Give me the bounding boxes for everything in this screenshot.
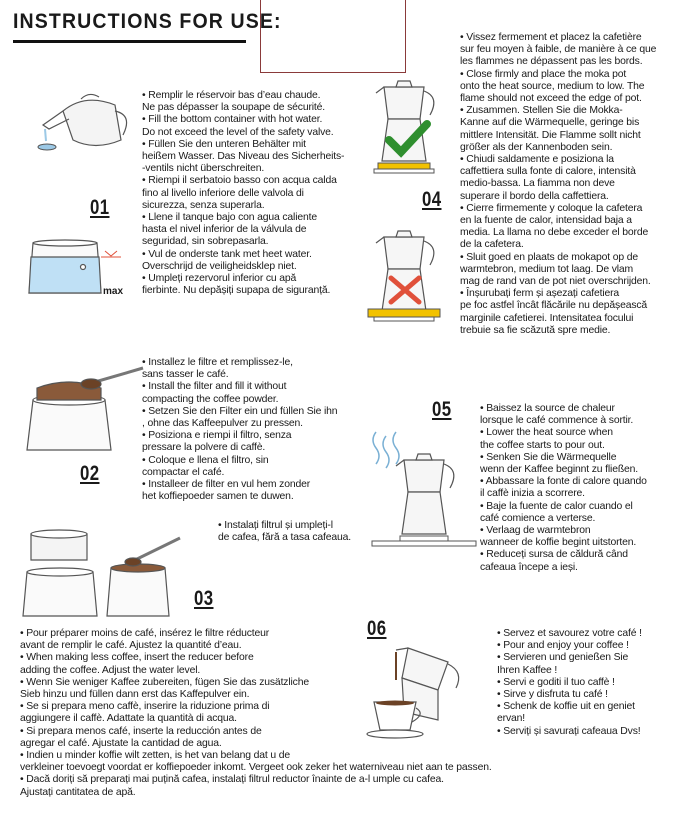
step-04-line: Kanne auf die Wärmequelle, geringe bis bbox=[460, 117, 640, 129]
step-03-line: • Se si prepara meno caffè, inserire la riduzione prima di bbox=[20, 701, 270, 713]
step-01-line: • Remplir le réservoir bas d’eau chaude. bbox=[142, 90, 321, 101]
step-01-text bbox=[142, 90, 344, 297]
step-03-line: verkleiner toevoegt voordat er koffiepoeder inkomt. Vergeet ook zeker het waterniveau niet aan te passen. bbox=[20, 762, 492, 774]
step-02-line: pressare la polvere di caffè. bbox=[142, 442, 266, 454]
step-04-line: • Vissez fermement et placez la cafetière bbox=[460, 32, 642, 43]
step-02-line: • Installez le filtre et remplissez-le, bbox=[142, 357, 293, 368]
step-04-line: media. La llama no debe exceder el borde bbox=[460, 227, 649, 239]
pouring-coffee-illustration bbox=[360, 640, 475, 745]
step-04-line: de la cafetera. bbox=[460, 239, 524, 251]
step-05-line: • Reduceți sursa de căldură când bbox=[480, 549, 628, 561]
check-icon bbox=[383, 120, 433, 160]
step-02-line: , ohne das Kaffeepulver zu pressen. bbox=[142, 418, 303, 430]
step-number-02: 02 bbox=[80, 462, 100, 485]
step-03-line: • Wenn Sie weniger Kaffee zubereiten, fügen Sie das zusätzliche bbox=[20, 676, 309, 688]
step-04-line: • Zusammen. Stellen Sie die Mokka- bbox=[460, 105, 623, 117]
step-02-line: compacting the coffee powder. bbox=[142, 393, 279, 405]
step-06-line: • Servez et savourez votre café ! bbox=[497, 628, 642, 639]
step-01-line: Do not exceed the level of the safety valve. bbox=[142, 126, 334, 138]
step-05-line: wanneer de koffie begint uitstorten. bbox=[480, 537, 637, 549]
page-title: INSTRUCTIONS FOR USE: bbox=[13, 10, 282, 33]
step-01-line: Overschrijd de veiligheidsklep niet. bbox=[142, 260, 297, 272]
step-02-line: • Coloque e llena el filtro, sin bbox=[142, 454, 269, 466]
step-01-line: • Vul de onderste tank met heet water. bbox=[142, 248, 312, 260]
step-05-line: lorsque le café commence à sortir. bbox=[480, 415, 634, 427]
step-02-line: compactar el café. bbox=[142, 466, 225, 478]
step-03-line: Ajustați cantitatea de apă. bbox=[20, 786, 136, 798]
step-number-04: 04 bbox=[422, 188, 442, 211]
step-04-line: • Cierre firmemente y coloque la cafetera bbox=[460, 202, 643, 214]
step-number-03: 03 bbox=[194, 587, 214, 610]
kettle-pouring-illustration bbox=[15, 85, 135, 160]
step-03-line: • Indien u minder koffie wilt zetten, is het van belang dat u de bbox=[20, 750, 290, 762]
step-03-line: • When making less coffee, insert the reducer before bbox=[20, 652, 254, 664]
step-05-text bbox=[480, 403, 647, 574]
title-underline bbox=[13, 40, 246, 43]
cross-icon bbox=[385, 272, 425, 308]
step-02-ro-line: • Instalați filtrul și umpleți-l bbox=[218, 520, 333, 531]
step-04-line: superare il bordo della caffettiera. bbox=[460, 190, 609, 202]
step-01-line: • Umpleți rezervorul inferior cu apă bbox=[142, 273, 297, 285]
step-06-line: ervan! bbox=[497, 713, 525, 725]
moka-pot-steaming-illustration bbox=[370, 430, 480, 552]
step-03-line: avant de remplir le café. Ajustez la quantité d’eau. bbox=[20, 640, 242, 652]
step-05-line: cafeaua începe a ieși. bbox=[480, 561, 578, 573]
step-03-line: • Dacă doriți să preparați mai puțină cafea, instalați filtrul reductor înainte de a-l umple cu cafea. bbox=[20, 774, 444, 786]
step-04-line: pe foc astfel încât flăcările nu depășească bbox=[460, 300, 648, 312]
step-05-line: café comience a verterse. bbox=[480, 512, 596, 524]
step-04-line: • Close firmly and place the moka pot bbox=[460, 68, 627, 80]
step-04-line: • Sluit goed en plaats de mokapot op de bbox=[460, 251, 639, 263]
step-04-line: sur feu moyen à faible, de manière à ce que bbox=[460, 44, 657, 56]
step-06-line: • Schenk de koffie uit en geniet bbox=[497, 701, 635, 713]
step-01-line: seguridad, sin sobrepasarla. bbox=[142, 236, 269, 248]
step-04-line: caffettiera sulla fonte di calore, intensità bbox=[460, 166, 636, 178]
step-05-line: • Lower the heat source when bbox=[480, 427, 613, 439]
step-01-line: fierbinte. Nu depășiți supapa de siguranță. bbox=[142, 285, 331, 297]
step-03-line: Sieb hinzu und füllen dann erst das Kaffepulver ein. bbox=[20, 689, 250, 701]
step-number-01: 01 bbox=[90, 196, 110, 219]
step-06-line: • Pour and enjoy your coffee ! bbox=[497, 640, 629, 652]
step-02-line: sans tasser le café. bbox=[142, 369, 229, 381]
step-04-line: les flammes ne dépassent pas les bords. bbox=[460, 56, 643, 68]
step-01-line: • Llene il tanque bajo con agua caliente bbox=[142, 212, 317, 224]
step-04-line: medio-bassa. La fiamma non deve bbox=[460, 178, 615, 190]
step-02-line: • Setzen Sie den Filter ein und füllen Sie ihn bbox=[142, 405, 338, 417]
step-02-line: • Install the filter and fill it without bbox=[142, 381, 287, 393]
step-01-line: • Riempi il serbatoio basso con acqua calda bbox=[142, 175, 337, 187]
step-04-line: trebuie sa fie scăzută spre medie. bbox=[460, 324, 611, 336]
step-05-line: il caffè inizia a scorrere. bbox=[480, 488, 585, 500]
step-04-line: marginile cafetierei. Intensitatea focului bbox=[460, 312, 634, 324]
step-06-line: • Servieren und genießen Sie bbox=[497, 652, 629, 664]
step-05-line: • Senken Sie die Wärmequelle bbox=[480, 451, 617, 463]
filter-filling-illustration bbox=[25, 360, 155, 455]
step-03-line: agregar el café. Ajustate la cantidad de agua. bbox=[20, 737, 222, 749]
step-06-line: • Servi e goditi il tuo caffè ! bbox=[497, 676, 615, 688]
step-number-06: 06 bbox=[367, 617, 387, 640]
step-04-line: onto the heat source, medium to low. The bbox=[460, 80, 645, 92]
step-04-line: • Chiudi saldamente e posiziona la bbox=[460, 154, 614, 166]
step-01-line: • Füllen Sie den unteren Behälter mit bbox=[142, 138, 306, 150]
step-02-line: het koffiepoeder samen te duwen. bbox=[142, 491, 294, 503]
step-05-line: • Abbassare la fonte di calore quando bbox=[480, 476, 647, 488]
step-05-line: • Verlaag de warmtebron bbox=[480, 525, 591, 537]
step-03-line: • Pour préparer moins de café, insérez le filtre réducteur bbox=[20, 628, 270, 639]
step-04-line: größer als der Kannenboden sein. bbox=[460, 141, 613, 153]
reducer-filter-illustration bbox=[15, 520, 190, 620]
step-02-text-ro bbox=[218, 520, 351, 544]
step-04-text bbox=[460, 32, 656, 337]
step-03-line: adding the coffee. Adjust the water level. bbox=[20, 664, 201, 676]
step-02-line: • Posiziona e riempi il filtro, senza bbox=[142, 430, 292, 442]
step-04-line: • Înșurubați ferm și așezați cafetiera bbox=[460, 288, 620, 300]
step-05-line: • Baje la fuente de calor cuando el bbox=[480, 500, 633, 512]
step-04-line: mag de rand van de pot niet overschrijden. bbox=[460, 276, 651, 288]
step-04-line: en la fuente de calor, intensidad baja a bbox=[460, 215, 632, 227]
step-06-line: Ihren Kaffee ! bbox=[497, 664, 558, 676]
step-04-line: flame should not exceed the edge of pot. bbox=[460, 93, 642, 105]
step-number-05: 05 bbox=[432, 398, 452, 421]
step-01-line: -ventils nicht überschreiten. bbox=[142, 163, 265, 175]
step-01-line: Ne pas dépasser la soupape de sécurité. bbox=[142, 102, 326, 114]
step-04-line: mittlere Intensität. Die Flamme sollt nicht bbox=[460, 129, 641, 141]
max-level-label: max bbox=[103, 286, 124, 297]
step-04-line: warmtebron, medium tot laag. De vlam bbox=[460, 263, 634, 275]
step-03-line: • Si prepara menos café, inserte la reducción antes de bbox=[20, 725, 262, 737]
step-01-line: • Fill the bottom container with hot water. bbox=[142, 114, 323, 126]
step-02-text bbox=[142, 357, 337, 503]
step-01-line: heißem Wasser. Das Niveau des Sicherheits- bbox=[142, 151, 345, 163]
step-02-ro-line: de cafea, fără a tasa cafeaua. bbox=[218, 532, 351, 544]
step-01-line: fino al livello inferiore delle valvola di bbox=[142, 187, 304, 199]
step-03-line: aggiungere il caffè. Adattate la quantità di acqua. bbox=[20, 713, 237, 725]
step-06-line: • Serviți și savurați cafeaua Dvs! bbox=[497, 725, 641, 737]
step-05-line: the coffee starts to pour out. bbox=[480, 439, 605, 451]
blank-frame bbox=[260, 0, 406, 73]
step-05-line: • Baissez la source de chaleur bbox=[480, 403, 615, 414]
step-01-line: sicurezza, senza superarla. bbox=[142, 199, 265, 211]
step-06-line: • Sirve y disfruta tu café ! bbox=[497, 689, 608, 701]
step-02-line: • Installeer de filter en vul hem zonder bbox=[142, 479, 311, 491]
step-01-line: hasta el nivel inferior de la válvula de bbox=[142, 224, 307, 236]
step-06-text bbox=[497, 628, 642, 738]
step-05-line: wenn der Kaffee beginnt zu fließen. bbox=[480, 464, 639, 476]
